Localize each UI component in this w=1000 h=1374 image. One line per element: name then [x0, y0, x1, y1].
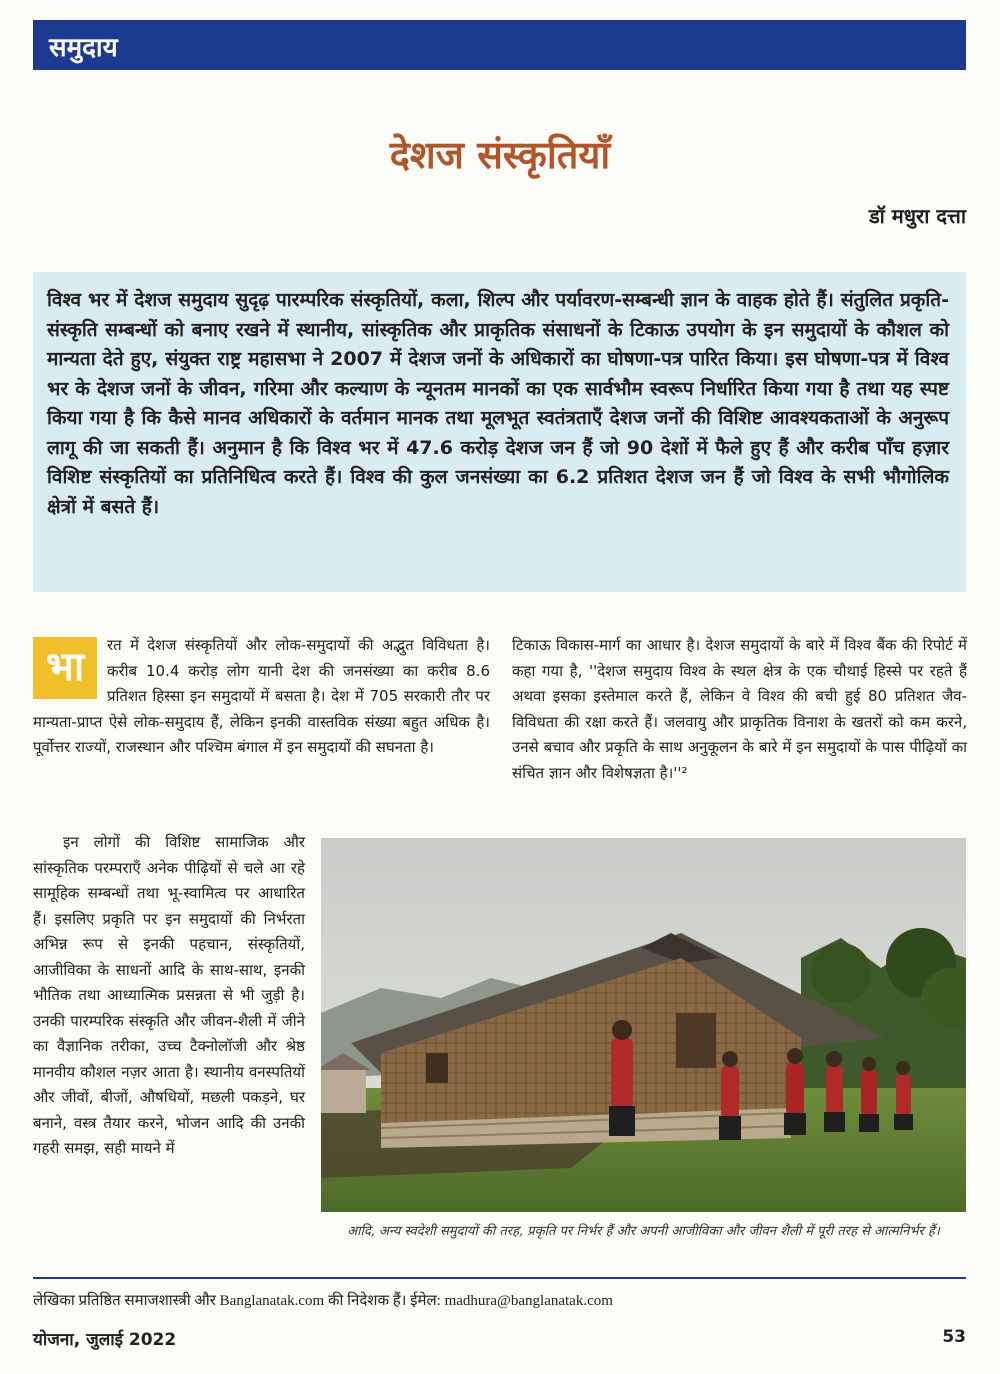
village-house-photo	[321, 838, 966, 1212]
abstract-box	[33, 272, 966, 592]
photo-caption: आदि, अन्य स्वदेशी समुदायों की तरह, प्रकृति पर निर्भर हैं और अपनी आजीविका और जीवन शैली में पूरी तरह से आत्मनिर्भर हैं।	[347, 1224, 940, 1239]
article-photo	[321, 838, 966, 1212]
author-byline: डॉ मधुरा दत्ता	[868, 204, 966, 228]
footer-divider	[33, 1277, 966, 1279]
body-column-left-top	[33, 633, 490, 761]
section-header-bar	[33, 20, 966, 70]
drop-cap: भा	[33, 637, 97, 699]
paragraph-1: रत में देशज संस्कृतियों और लोक-समुदायों की अद्भुत विविधता है। करीब 10.4 करोड़ लोग यानी देश की जनसंख्या का करीब 8.6 प्रतिशत हिस्सा इन समुदायों में बसता है। देश में 705 सरकारी तौर पर मान्यता-प्राप्त ऐसे लोक-समुदाय हैं, लेकिन इनकी वास्तविक संख्या बहुत अधिक है। पूर्वोत्तर राज्यों, राजस्थान और पश्चिम बंगाल में इन समुदायों की सघनता है।	[33, 636, 490, 756]
paragraph-2: इन लोगों की विशिष्ट सामाजिक और सांस्कृतिक परम्पराएँ अनेक पीढ़ियों से चले आ रहे सामूहिक सम्बन्धों तथा भू-स्वामित्व पर आधारित हैं। इसलिए प्रकृति पर इन समुदायों की निर्भरता अभिन्न रूप से इनकी पहचान, संस्कृतियों, आजीविका के साधनों आदि के साथ-साथ, इनकी भौतिक तथा आध्यात्मिक प्रसन्नता से भी जुड़ी है। उनकी पारम्परिक संस्कृति और जीवन-शैली में जीने का वैज्ञानिक तरीका, उच्च टैक्नोलॉजी और श्रेष्ठ मानवीय कौशल नज़र आता है। स्थानीय वनस्पतियों और जीवों, बीजों, औषधियों, मछली पकड़ने, घर बनाने, वस्त्र तैयार करने, भोजन आदि की उनकी गहरी समझ, सही मायने में	[33, 833, 305, 1157]
journal-issue: योजना, जुलाई 2022	[33, 1330, 177, 1350]
article-title: देशज संस्कृतियाँ	[389, 132, 611, 177]
section-label: समुदाय	[49, 33, 118, 63]
body-column-right	[512, 633, 967, 786]
body-column-left-bottom	[33, 830, 305, 1162]
abstract-text: विश्व भर में देशज समुदाय सुदृढ़ पारम्परिक संस्कृतियों, कला, शिल्प और पर्यावरण-सम्बन्धी ज्ञान के वाहक होते हैं। संतुलित प्रकृति-संस्कृति सम्बन्धों को बनाए रखने में स्थानीय, सांस्कृतिक और प्राकृतिक संसाधनों के टिकाऊ उपयोग के इन समुदायों के कौशल को मान्यता देते हुए, संयुक्त राष्ट्र महासभा ने 2007 में देशज जनों के अधिकारों का घोषणा-पत्र पारित किया। इस घोषणा-पत्र में विश्व भर के देशज जनों के जीवन, गरिमा और कल्याण के न्यूनतम मानकों का एक सार्वभौम स्वरूप निर्धारित किया गया है तथा यह स्पष्ट किया गया है कि कैसे मानव अधिकारों के वर्तमान मानक तथा मूलभूत स्वतंत्रताएँ देशज जनों की विशिष्ट आवश्यकताओं के अनुरूप लागू की जा सकती हैं। अनुमान है कि विश्व भर में 47.6 करोड़ देशज जन हैं जो 90 देशों में फैले हुए हैं और करीब पाँच हज़ार विशिष्ट संस्कृतियों का प्रतिनिधित्व करते हैं। विश्व की कुल जनसंख्या का 6.2 प्रतिशत देशज जन हैं जो विश्व के सभी भौगोलिक क्षेत्रों में बसते हैं।	[47, 289, 949, 518]
author-footnote: लेखिका प्रतिष्ठित समाजशास्त्री और Banglanatak.com की निदेशक हैं। ईमेल: madhura@banglanatak.com	[33, 1293, 613, 1309]
paragraph-3: टिकाऊ विकास-मार्ग का आधार है। देशज समुदायों के बारे में विश्व बैंक की रिपोर्ट में कहा गया है, ''देशज समुदाय विश्व के स्थल क्षेत्र के एक चौथाई हिस्से पर रहते हैं अथवा इसका इस्तेमाल करते हैं, लेकिन वे विश्व की बची हुई 80 प्रतिशत जैव-विविधता की रक्षा करते हैं। जलवायु और प्राकृतिक विनाश के खतरों को कम करने, उनसे बचाव और प्रकृति के साथ अनुकूलन के बारे में इन समुदायों के पास पीढ़ियों का संचित ज्ञान और विशेषज्ञता है।''²	[512, 636, 967, 782]
page-number: 53	[942, 1327, 966, 1347]
